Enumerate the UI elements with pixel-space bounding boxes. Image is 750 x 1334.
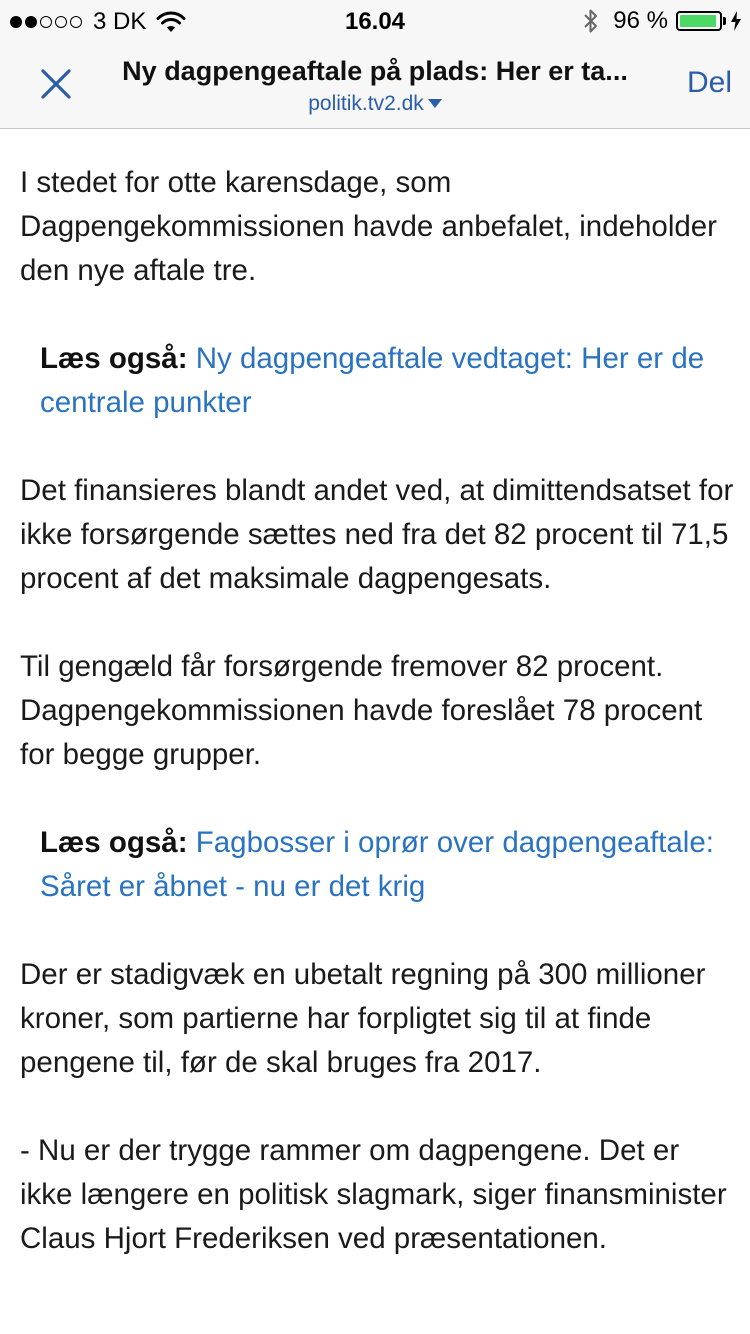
article-paragraph: - Nu er der trygge rammer om dagpengene. Det er ikke længere en politisk slagmark, siger finansminister Claus Hjort Frederiksen ved præsentationen.	[20, 1134, 727, 1255]
status-bar	[0, 0, 750, 40]
status-time: 16.04	[344, 8, 406, 35]
close-icon[interactable]	[38, 66, 74, 102]
carrier-name: 3 DK	[93, 8, 147, 35]
nav-bar	[0, 40, 750, 129]
charging-bolt-icon	[730, 10, 742, 32]
read-also-link[interactable]: Ny dagpengeaftale vedtaget: Her er de centrale punkter	[40, 342, 705, 419]
article-paragraph: Der er stadigvæk en ubetalt regning på 300 millioner kroner, som partierne har forpligtet sig til at finde pengene til, før de skal bruges fra 2017.	[20, 958, 706, 1079]
read-also-block	[40, 337, 734, 425]
read-also-label: Læs også:	[40, 342, 188, 375]
battery-percentage: 96 %	[613, 7, 668, 34]
status-right	[583, 7, 742, 35]
share-button[interactable]: Del	[686, 66, 732, 99]
article-paragraph: Det finansieres blandt andet ved, at dimittendsatset for ikke forsørgende sættes ned fra det 82 procent til 71,5 procent af det maksimale dagpengesats.	[20, 474, 734, 595]
article-body	[20, 161, 734, 1305]
caret-down-icon	[428, 99, 442, 108]
domain-selector[interactable]	[110, 92, 640, 116]
article-paragraph: I stedet for otte karensdage, som Dagpengekommissionen havde anbefalet, indeholder den nye aftale tre.	[20, 166, 718, 287]
domain-label: politik.tv2.dk	[308, 92, 424, 115]
article-paragraph: Til gengæld får forsørgende fremover 82 procent. Dagpengekommissionen havde foreslået 78 procent for begge grupper.	[20, 650, 703, 771]
bluetooth-icon	[583, 8, 599, 34]
page-title: Ny dagpengeaftale på plads: Her er ta...	[122, 56, 628, 86]
battery-fill	[680, 15, 716, 27]
read-also-link[interactable]: Fagbosser i oprør over dagpengeaftale: Såret er åbnet - nu er det krig	[40, 826, 714, 903]
battery-tip	[723, 17, 726, 25]
read-also-block	[40, 821, 734, 909]
battery-icon	[676, 11, 722, 31]
read-also-label: Læs også:	[40, 826, 188, 859]
